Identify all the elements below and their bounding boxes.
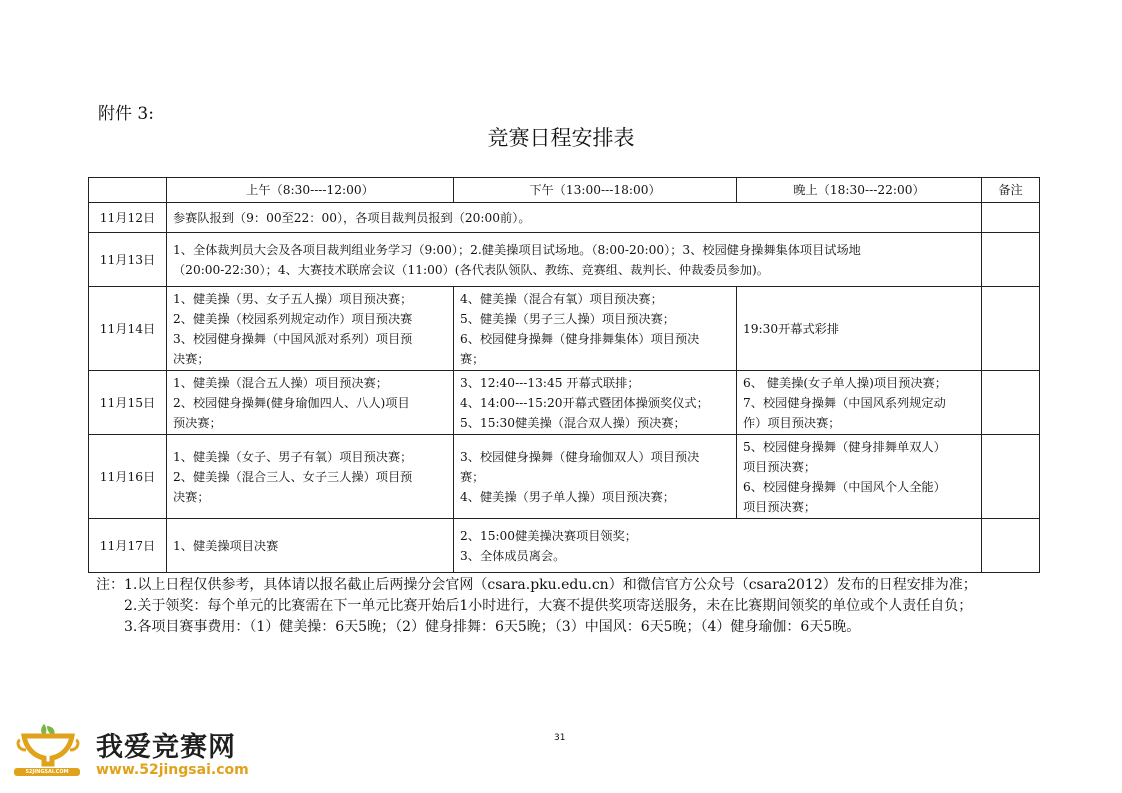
table-header-row <box>89 178 1040 203</box>
row-remarks <box>982 371 1040 435</box>
row-remarks <box>982 519 1040 573</box>
note-2: 2.关于领奖：每个单元的比赛需在下一单元比赛开始后1小时进行，大赛不提供奖项寄送服务，未在比赛期间领奖的单位或个人责任自负； <box>124 598 973 614</box>
header-evening: 晚上（18:30---22:00） <box>737 178 982 203</box>
table-row <box>89 371 1040 435</box>
row-date: 11月12日 <box>89 203 167 233</box>
row-merged: 1、全体裁判员大会及各项目裁判组业务学习（9:00）；2.健美操项目试场地。（8:00-20:00）；3、校园健身操舞集体项目试场地 （20:00-22:30）；4、大赛技术联席会议（11:00）(各代表队领队、教练、竞赛组、裁判长、仲裁委员参加)。 <box>167 233 982 287</box>
site-logo <box>14 722 254 782</box>
logo-small-text: 52JINGSAI.COM <box>14 768 80 776</box>
note-1: 注：1.以上日程仅供参考，具体请以报名截止后两操分会官网（csara.pku.edu.cn）和微信官方公众号（csara2012）发布的日程安排为准； <box>96 577 977 593</box>
row-date: 11月14日 <box>89 287 167 371</box>
note-3: 3.各项目赛事费用：（1）健美操：6天5晚；（2）健身排舞：6天5晚；（3）中国风：6天5晚；（4）健身瑜伽：6天5晚。 <box>124 619 861 635</box>
logo-name: 我爱竞赛网 <box>96 732 236 763</box>
table-row <box>89 203 1040 233</box>
row-remarks <box>982 287 1040 371</box>
page-number: 31 <box>554 733 566 743</box>
row-remarks <box>982 435 1040 519</box>
row-evening: 6、 健美操(女子单人操)项目预决赛； 7、校园健身操舞（中国风系列规定动 作）项目预决赛； <box>737 371 982 435</box>
row-afternoon: 4、健美操（混合有氧）项目预决赛； 5、健美操（男子三人操）项目预决赛； 6、校园健身操舞（健身排舞集体）项目预决 赛； <box>454 287 737 371</box>
row-evening: 19:30开幕式彩排 <box>737 287 982 371</box>
row-remarks <box>982 203 1040 233</box>
row-morning: 1、健美操（男、女子五人操）项目预决赛； 2、健美操（校园系列规定动作）项目预决赛 3、校园健身操舞（中国风派对系列）项目预 决赛； <box>167 287 454 371</box>
table-row <box>89 233 1040 287</box>
table-row <box>89 287 1040 371</box>
row-afternoon-evening: 2、15:00健美操决赛项目领奖； 3、全体成员离会。 <box>454 519 982 573</box>
logo-url[interactable]: www.52jingsai.com <box>96 762 249 778</box>
table-row <box>89 435 1040 519</box>
header-remarks: 备注 <box>982 178 1040 203</box>
row-morning: 1、健美操（女子、男子有氧）项目预决赛； 2、健美操（混合三人、女子三人操）项目预 决赛； <box>167 435 454 519</box>
row-remarks <box>982 233 1040 287</box>
row-merged: 参赛队报到（9：00至22：00），各项目裁判员报到（20:00前）。 <box>167 203 982 233</box>
row-morning: 1、健美操项目决赛 <box>167 519 454 573</box>
row-date: 11月16日 <box>89 435 167 519</box>
header-morning: 上午（8:30----12:00） <box>167 178 454 203</box>
header-date <box>89 178 167 203</box>
attachment-label: 附件 3: <box>98 104 154 124</box>
row-afternoon: 3、校园健身操舞（健身瑜伽双人）项目预决 赛； 4、健美操（男子单人操）项目预决赛； <box>454 435 737 519</box>
row-date: 11月17日 <box>89 519 167 573</box>
row-evening: 5、校园健身操舞（健身排舞单双人） 项目预决赛； 6、校园健身操舞（中国风个人全能） 项目预决赛； <box>737 435 982 519</box>
row-date: 11月15日 <box>89 371 167 435</box>
notes <box>96 575 1031 638</box>
row-morning: 1、健美操（混合五人操）项目预决赛； 2、校园健身操舞(健身瑜伽四人、八人)项目 预决赛； <box>167 371 454 435</box>
row-afternoon: 3、12:40---13:45 开幕式联排； 4、14:00---15:20开幕式暨团体操颁奖仪式； 5、15:30健美操（混合双人操）预决赛； <box>454 371 737 435</box>
header-afternoon: 下午（13:00---18:00） <box>454 178 737 203</box>
table-row <box>89 519 1040 573</box>
page-title: 竞赛日程安排表 <box>487 126 635 150</box>
schedule-table <box>88 177 1040 573</box>
row-date: 11月13日 <box>89 233 167 287</box>
